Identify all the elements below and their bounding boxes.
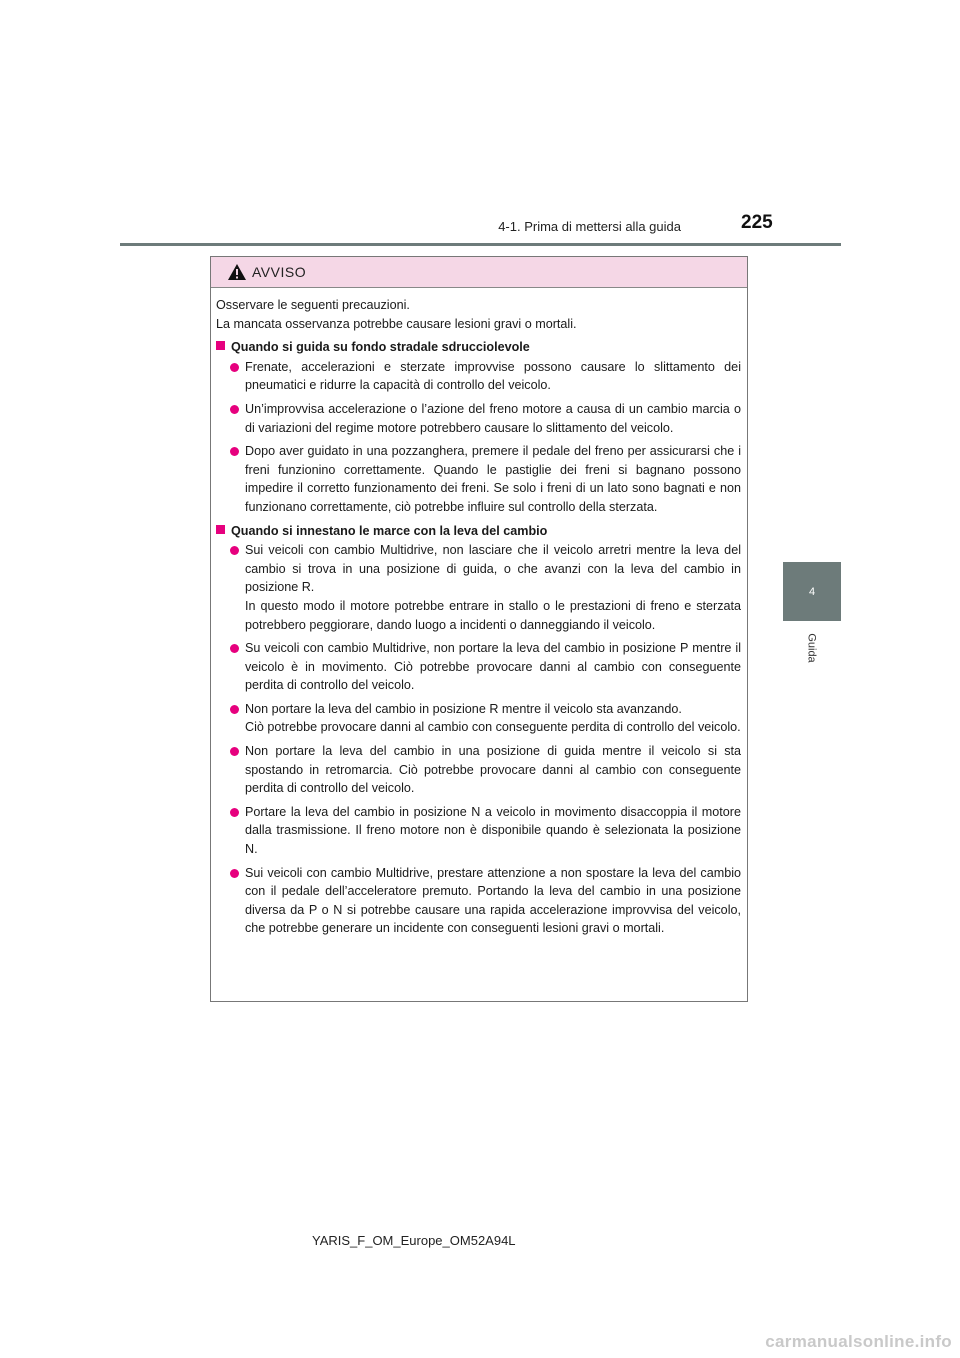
list-item: Dopo aver guidato in una pozzanghera, premere il pedale del freno per assicurarsi che i freni funzionino correttamente. Quando le pastiglie dei freni si bagnano possono impedire il corretto funzionamento dei freni. Se solo i freni di un lato sono bagnati e non funzionano correttamente, ciò potrebbe influire sul controllo della sterzata. xyxy=(230,442,741,516)
section-heading: Quando si guida su fondo stradale sdrucciolevole xyxy=(216,338,741,357)
circle-bullet-icon xyxy=(230,808,239,817)
list-item: Sui veicoli con cambio Multidrive, non lasciare che il veicolo arretri mentre la leva del cambio si trova in una posizione di guida, o che avanzi con la leva del cambio in posizione R. In questo modo il motore potrebbe entrare in stallo o le prestazioni di freno e sterzata potrebbero peggiorare, dando luogo a incidenti o danneggiando il veicolo. xyxy=(230,541,741,634)
page-number: 225 xyxy=(741,212,773,233)
list-item: Su veicoli con cambio Multidrive, non portare la leva del cambio in posizione P mentre il veicolo è in movimento. Ciò potrebbe provocare danni al cambio con conseguente perdita di controllo del veicolo. xyxy=(230,639,741,695)
warning-triangle-icon xyxy=(227,263,247,281)
intro-line: Osservare le seguenti precauzioni. xyxy=(216,298,410,312)
circle-bullet-icon xyxy=(230,705,239,714)
section-heading: Quando si innestano le marce con la leva del cambio xyxy=(216,522,741,541)
circle-bullet-icon xyxy=(230,363,239,372)
square-bullet-icon xyxy=(216,341,225,350)
warning-title: AVVISO xyxy=(252,264,307,280)
document-code: YARIS_F_OM_Europe_OM52A94L xyxy=(312,1233,516,1248)
circle-bullet-icon xyxy=(230,405,239,414)
list-item: Non portare la leva del cambio in posizione R mentre il veicolo sta avanzando. Ciò potrebbe provocare danni al cambio con conseguente perdita di controllo del veicolo. xyxy=(230,700,741,737)
chapter-number-tab[interactable]: 4 xyxy=(783,562,841,621)
circle-bullet-icon xyxy=(230,447,239,456)
intro-line: La mancata osservanza potrebbe causare lesioni gravi o mortali. xyxy=(216,316,577,331)
list-item: Sui veicoli con cambio Multidrive, prestare attenzione a non spostare la leva del cambio con il pedale dell’acceleratore premuto. Portando la leva del cambio in una posizione diversa da P o N si potrebbe causare una rapida accelerazione improvvisa del veicolo, che potrebbe generare un incidente con conseguenti lesioni gravi o mortali. xyxy=(230,864,741,938)
warning-header xyxy=(211,257,747,288)
circle-bullet-icon xyxy=(230,546,239,555)
chapter-name-label: Guida xyxy=(805,633,818,663)
warning-body xyxy=(211,288,747,938)
circle-bullet-icon xyxy=(230,747,239,756)
circle-bullet-icon xyxy=(230,644,239,653)
watermark[interactable]: carmanualsonline.info xyxy=(765,1332,952,1351)
list-item: Un’improvvisa accelerazione o l’azione del freno motore a causa di un cambio marcia o di variazioni del regime motore potrebbero causare lo slittamento del veicolo. xyxy=(230,400,741,437)
warning-intro xyxy=(216,296,741,333)
header-section-title: 4-1. Prima di mettersi alla guida xyxy=(498,219,681,234)
list-item: Frenate, accelerazioni e sterzate improvvise possono causare lo slittamento dei pneumatici e ridurre la capacità di controllo del veicolo. xyxy=(230,358,741,395)
header-divider xyxy=(120,243,841,246)
list-item: Non portare la leva del cambio in una posizione di guida mentre il veicolo si sta spostando in retromarcia. Ciò potrebbe provocare danni al cambio con conseguente perdita di controllo del veicolo. xyxy=(230,742,741,798)
list-item: Portare la leva del cambio in posizione N a veicolo in movimento disaccoppia il motore dalla trasmissione. Il freno motore non è disponibile quando è selezionata la posizione N. xyxy=(230,803,741,859)
warning-box xyxy=(210,256,748,1002)
square-bullet-icon xyxy=(216,525,225,534)
circle-bullet-icon xyxy=(230,869,239,878)
